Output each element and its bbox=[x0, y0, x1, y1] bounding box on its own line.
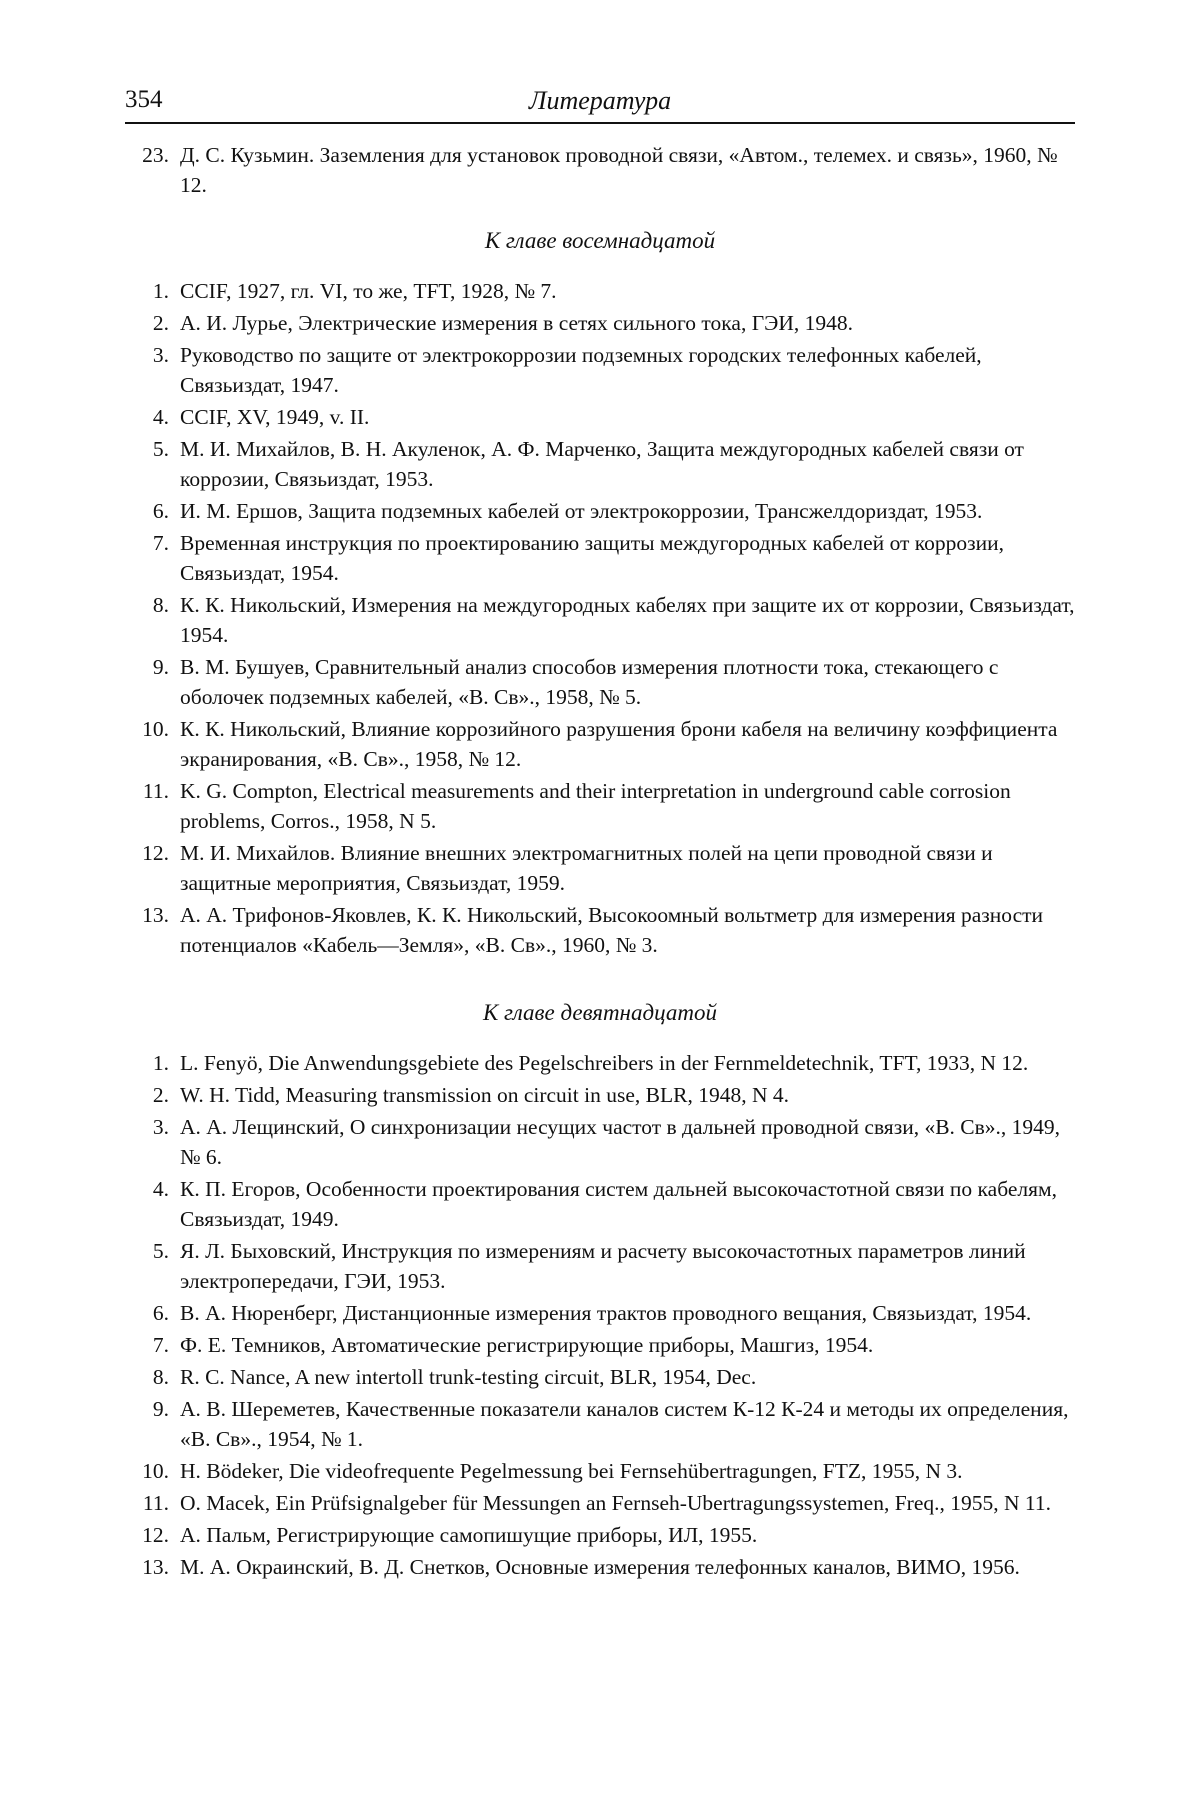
page-number: 354 bbox=[125, 86, 163, 114]
book-page bbox=[0, 0, 1200, 1800]
reference-number: 3. bbox=[125, 340, 169, 370]
reference-entry bbox=[125, 1488, 1075, 1518]
reference-entry bbox=[125, 140, 1075, 200]
reference-entry bbox=[125, 1174, 1075, 1234]
bibliography bbox=[125, 140, 1075, 1584]
reference-text: CCIF, XV, 1949, v. II. bbox=[180, 405, 369, 429]
reference-text: А. И. Лурье, Электрические измерения в сетях сильного тока, ГЭИ, 1948. bbox=[180, 311, 853, 335]
reference-number: 5. bbox=[125, 434, 169, 464]
reference-number: 1. bbox=[125, 1048, 169, 1078]
reference-entry bbox=[125, 714, 1075, 774]
reference-entry bbox=[125, 1298, 1075, 1328]
reference-text: Я. Л. Быховский, Инструкция по измерениям и расчету высокочастотных параметров линий электропередачи, ГЭИ, 1953. bbox=[180, 1239, 1026, 1293]
reference-number: 8. bbox=[125, 590, 169, 620]
reference-text: H. Bödeker, Die videofrequente Pegelmessung bei Fernsehübertragungen, FTZ, 1955, N 3. bbox=[180, 1459, 963, 1483]
reference-entry bbox=[125, 900, 1075, 960]
chapter-18-list bbox=[125, 276, 1075, 960]
reference-entry bbox=[125, 1362, 1075, 1392]
reference-text: В. А. Нюренберг, Дистанционные измерения трактов проводного вещания, Связьиздат, 1954. bbox=[180, 1301, 1031, 1325]
reference-text: W. H. Tidd, Measuring transmission on circuit in use, BLR, 1948, N 4. bbox=[180, 1083, 789, 1107]
reference-number: 6. bbox=[125, 1298, 169, 1328]
reference-number: 12. bbox=[125, 1520, 169, 1550]
reference-number: 5. bbox=[125, 1236, 169, 1266]
reference-entry bbox=[125, 1394, 1075, 1454]
reference-text: Ф. Е. Темников, Автоматические регистрирующие приборы, Машгиз, 1954. bbox=[180, 1333, 873, 1357]
reference-entry bbox=[125, 590, 1075, 650]
reference-text: М. И. Михайлов, В. Н. Акуленок, А. Ф. Марченко, Защита междугородных кабелей связи от коррозии, Связьиздат, 1953. bbox=[180, 437, 1024, 491]
reference-number: 12. bbox=[125, 838, 169, 868]
reference-entry bbox=[125, 1112, 1075, 1172]
reference-number: 10. bbox=[125, 714, 169, 744]
reference-text: М. И. Михайлов. Влияние внешних электромагнитных полей на цепи проводной связи и защитные мероприятия, Связьиздат, 1959. bbox=[180, 841, 993, 895]
reference-number: 11. bbox=[125, 1488, 169, 1518]
reference-number: 6. bbox=[125, 496, 169, 526]
reference-number: 1. bbox=[125, 276, 169, 306]
reference-number: 4. bbox=[125, 1174, 169, 1204]
reference-number: 23. bbox=[125, 140, 169, 170]
reference-number: 2. bbox=[125, 1080, 169, 1110]
reference-text: В. М. Бушуев, Сравнительный анализ способов измерения плотности тока, стекающего с оболочек подземных кабелей, «В. Св»., 1958, № 5. bbox=[180, 655, 998, 709]
reference-entry bbox=[125, 434, 1075, 494]
running-title: Литература bbox=[125, 86, 1075, 116]
reference-number: 10. bbox=[125, 1456, 169, 1486]
chapter-18-heading: К главе восемнадцатой bbox=[125, 228, 1075, 254]
reference-entry bbox=[125, 652, 1075, 712]
reference-text: К. К. Никольский, Измерения на междугородных кабелях при защите их от коррозии, Связьиздат, 1954. bbox=[180, 593, 1075, 647]
reference-entry bbox=[125, 838, 1075, 898]
reference-entry bbox=[125, 1080, 1075, 1110]
reference-text: К. П. Егоров, Особенности проектирования систем дальней высокочастотной связи по кабелям, Связьиздат, 1949. bbox=[180, 1177, 1057, 1231]
reference-entry bbox=[125, 528, 1075, 588]
reference-text: CCIF, 1927, гл. VI, то же, TFT, 1928, № 7. bbox=[180, 279, 556, 303]
reference-number: 9. bbox=[125, 1394, 169, 1424]
reference-text: А. Пальм, Регистрирующие самопишущие приборы, ИЛ, 1955. bbox=[180, 1523, 757, 1547]
reference-entry bbox=[125, 276, 1075, 306]
reference-entry bbox=[125, 1552, 1075, 1582]
reference-text: К. К. Никольский, Влияние коррозийного разрушения брони кабеля на величину коэффициента экранирования, «В. Св»., 1958, № 12. bbox=[180, 717, 1057, 771]
reference-text: K. G. Compton, Electrical measurements and their interpretation in underground cable corrosion problems, Corros., 1958, N 5. bbox=[180, 779, 1011, 833]
reference-text: Д. С. Кузьмин. Заземления для установок проводной связи, «Автом., телемех. и связь», 1960, № 12. bbox=[180, 143, 1058, 197]
reference-entry bbox=[125, 1048, 1075, 1078]
reference-number: 3. bbox=[125, 1112, 169, 1142]
reference-number: 8. bbox=[125, 1362, 169, 1392]
reference-text: А. В. Шереметев, Качественные показатели каналов систем К-12 К-24 и методы их определения, «В. Св»., 1954, № 1. bbox=[180, 1397, 1068, 1451]
reference-number: 13. bbox=[125, 900, 169, 930]
reference-number: 9. bbox=[125, 652, 169, 682]
reference-text: М. А. Окраинский, В. Д. Снетков, Основные измерения телефонных каналов, ВИМО, 1956. bbox=[180, 1555, 1020, 1579]
reference-text: Временная инструкция по проектированию защиты междугородных кабелей от коррозии, Связьиздат, 1954. bbox=[180, 531, 1004, 585]
reference-number: 7. bbox=[125, 528, 169, 558]
reference-text: R. C. Nance, A new intertoll trunk-testing circuit, BLR, 1954, Dec. bbox=[180, 1365, 756, 1389]
reference-number: 13. bbox=[125, 1552, 169, 1582]
reference-entry bbox=[125, 402, 1075, 432]
reference-number: 4. bbox=[125, 402, 169, 432]
prev-chapter-list bbox=[125, 140, 1075, 200]
reference-entry bbox=[125, 1456, 1075, 1486]
reference-entry bbox=[125, 308, 1075, 338]
reference-number: 2. bbox=[125, 308, 169, 338]
reference-entry bbox=[125, 340, 1075, 400]
reference-text: Руководство по защите от электрокоррозии подземных городских телефонных кабелей, Связьиздат, 1947. bbox=[180, 343, 982, 397]
reference-entry bbox=[125, 1236, 1075, 1296]
reference-text: А. А. Трифонов-Яковлев, К. К. Никольский, Высокоомный вольтметр для измерения разности потенциалов «Кабель—Земля», «В. Св»., 1960, № 3. bbox=[180, 903, 1043, 957]
reference-text: L. Fenyö, Die Anwendungsgebiete des Pegelschreibers in der Fernmeldetechnik, TFT, 1933, N 12. bbox=[180, 1051, 1028, 1075]
reference-number: 7. bbox=[125, 1330, 169, 1360]
chapter-19-heading: К главе девятнадцатой bbox=[125, 1000, 1075, 1026]
reference-entry bbox=[125, 776, 1075, 836]
page-header bbox=[125, 82, 1075, 124]
chapter-19-list bbox=[125, 1048, 1075, 1582]
reference-entry bbox=[125, 1330, 1075, 1360]
reference-number: 11. bbox=[125, 776, 169, 806]
reference-entry bbox=[125, 1520, 1075, 1550]
reference-text: А. А. Лещинский, О синхронизации несущих частот в дальней проводной связи, «В. Св»., 1949, № 6. bbox=[180, 1115, 1060, 1169]
reference-text: И. М. Ершов, Защита подземных кабелей от электрокоррозии, Трансжелдориздат, 1953. bbox=[180, 499, 982, 523]
reference-text: O. Macek, Ein Prüfsignalgeber für Messungen an Fernseh-Ubertragungssystemen, Freq., 1955, N 11. bbox=[180, 1491, 1051, 1515]
reference-entry bbox=[125, 496, 1075, 526]
